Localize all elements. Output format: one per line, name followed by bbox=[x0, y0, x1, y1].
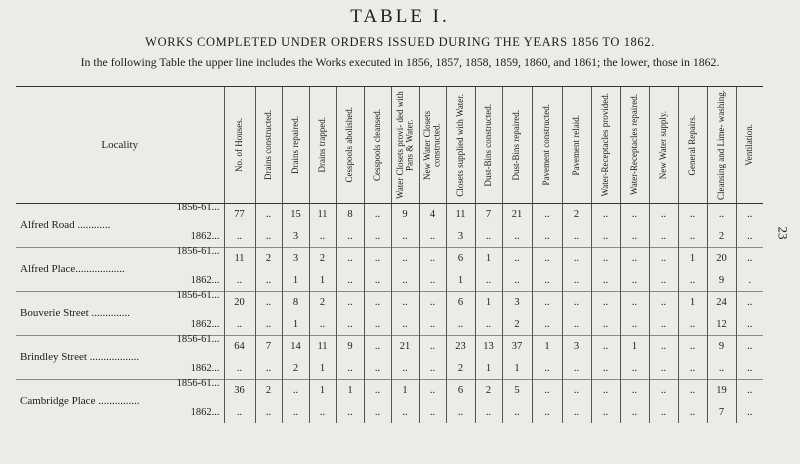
value-cell: .. bbox=[364, 402, 391, 424]
value-cell: .. bbox=[736, 226, 763, 248]
value-cell: 1 bbox=[502, 358, 532, 380]
value-cell: 3 bbox=[502, 292, 532, 314]
value-cell: 7 bbox=[255, 336, 282, 358]
period-label: 1862... bbox=[190, 230, 220, 242]
locality-name: Brindley Street .................. bbox=[20, 351, 140, 364]
value-cell: 1 bbox=[475, 358, 502, 380]
value-cell: .. bbox=[364, 336, 391, 358]
value-cell: .. bbox=[620, 204, 649, 226]
column-header: Closets supplied with Water. bbox=[446, 87, 475, 204]
value-cell: 11 bbox=[309, 204, 336, 226]
value-cell: .. bbox=[532, 248, 562, 270]
value-cell: .. bbox=[391, 292, 419, 314]
value-cell: .. bbox=[336, 358, 364, 380]
locality-cell bbox=[16, 334, 224, 364]
value-cell: .. bbox=[419, 336, 446, 358]
value-cell: 2 bbox=[255, 248, 282, 270]
column-header: Pavement constructed. bbox=[532, 87, 562, 204]
value-cell: 20 bbox=[707, 248, 736, 270]
value-cell: .. bbox=[591, 402, 620, 424]
locality-name: Bouverie Street .............. bbox=[20, 307, 130, 320]
value-cell: .. bbox=[364, 292, 391, 314]
locality-cell bbox=[16, 314, 224, 336]
value-cell: .. bbox=[649, 226, 678, 248]
value-cell: 2 bbox=[502, 314, 532, 336]
value-cell: .. bbox=[224, 314, 255, 336]
works-table bbox=[16, 86, 763, 423]
period-label: 1856-61... bbox=[176, 202, 220, 214]
value-cell: .. bbox=[620, 270, 649, 292]
locality-cell bbox=[16, 270, 224, 292]
value-cell: .. bbox=[562, 292, 591, 314]
value-cell: .. bbox=[649, 204, 678, 226]
value-cell: .. bbox=[336, 292, 364, 314]
value-cell: .. bbox=[419, 358, 446, 380]
header-row bbox=[16, 87, 763, 204]
value-cell: .. bbox=[391, 248, 419, 270]
value-cell: .. bbox=[446, 402, 475, 424]
table-intro-note: In the following Table the upper line includes the Works executed in 1856, 1857, 1858, 1859, 1860, and 1861; the lower, those in 1862. bbox=[80, 55, 720, 69]
value-cell: 3 bbox=[282, 226, 309, 248]
column-header: Cesspools cleansed. bbox=[364, 87, 391, 204]
value-cell: .. bbox=[475, 314, 502, 336]
value-cell: .. bbox=[591, 380, 620, 402]
value-cell: .. bbox=[255, 358, 282, 380]
column-header: Ventilation. bbox=[736, 87, 763, 204]
value-cell: .. bbox=[364, 204, 391, 226]
value-cell: 3 bbox=[446, 226, 475, 248]
value-cell: 8 bbox=[336, 204, 364, 226]
value-cell: .. bbox=[562, 402, 591, 424]
value-cell: 1 bbox=[620, 336, 649, 358]
value-cell: 19 bbox=[707, 380, 736, 402]
value-cell: 9 bbox=[707, 336, 736, 358]
value-cell: .. bbox=[475, 270, 502, 292]
value-cell: 6 bbox=[446, 292, 475, 314]
locality-cell bbox=[16, 378, 224, 408]
value-cell: .. bbox=[475, 402, 502, 424]
value-cell: .. bbox=[620, 292, 649, 314]
value-cell: .. bbox=[591, 204, 620, 226]
value-cell: 6 bbox=[446, 248, 475, 270]
column-header: Drains repaired. bbox=[282, 87, 309, 204]
value-cell: 2 bbox=[255, 380, 282, 402]
locality-cell bbox=[16, 246, 224, 276]
table-row bbox=[16, 402, 763, 424]
value-cell: 11 bbox=[224, 248, 255, 270]
value-cell: .. bbox=[620, 226, 649, 248]
value-cell: .. bbox=[309, 402, 336, 424]
value-cell: 1 bbox=[282, 314, 309, 336]
value-cell: .. bbox=[391, 358, 419, 380]
value-cell: 1 bbox=[309, 270, 336, 292]
value-cell: .. bbox=[255, 292, 282, 314]
value-cell: .. bbox=[364, 314, 391, 336]
value-cell: 1 bbox=[391, 380, 419, 402]
value-cell: 1 bbox=[446, 270, 475, 292]
column-header: Drains constructed. bbox=[255, 87, 282, 204]
value-cell: .. bbox=[336, 314, 364, 336]
value-cell: .. bbox=[255, 226, 282, 248]
value-cell: .. bbox=[532, 204, 562, 226]
column-header: Dust-Bins repaired. bbox=[502, 87, 532, 204]
value-cell: .. bbox=[649, 358, 678, 380]
column-header: Cesspools abolished. bbox=[336, 87, 364, 204]
value-cell: .. bbox=[562, 314, 591, 336]
period-label: 1862... bbox=[190, 406, 220, 418]
value-cell: 2 bbox=[282, 358, 309, 380]
value-cell: .. bbox=[419, 380, 446, 402]
value-cell: .. bbox=[620, 358, 649, 380]
value-cell: 11 bbox=[446, 204, 475, 226]
column-header: No. of Houses. bbox=[224, 87, 255, 204]
value-cell: .. bbox=[502, 248, 532, 270]
value-cell: 23 bbox=[446, 336, 475, 358]
table-row bbox=[16, 336, 763, 358]
value-cell: .. bbox=[678, 402, 707, 424]
value-cell: .. bbox=[336, 270, 364, 292]
value-cell: 1 bbox=[282, 270, 309, 292]
column-header: Dust-Bins constructed. bbox=[475, 87, 502, 204]
value-cell: 6 bbox=[446, 380, 475, 402]
period-label: 1862... bbox=[190, 362, 220, 374]
value-cell: .. bbox=[391, 226, 419, 248]
value-cell: .. bbox=[224, 226, 255, 248]
value-cell: .. bbox=[364, 270, 391, 292]
value-cell: 2 bbox=[446, 358, 475, 380]
period-label: 1856-61... bbox=[176, 334, 220, 346]
value-cell: . bbox=[736, 270, 763, 292]
column-header: New Water Closets constructed. bbox=[419, 87, 446, 204]
value-cell: .. bbox=[532, 226, 562, 248]
value-cell: .. bbox=[591, 270, 620, 292]
value-cell: .. bbox=[364, 226, 391, 248]
value-cell: .. bbox=[736, 292, 763, 314]
locality-cell bbox=[16, 358, 224, 380]
table-row bbox=[16, 248, 763, 270]
value-cell: .. bbox=[419, 314, 446, 336]
value-cell: .. bbox=[309, 314, 336, 336]
column-header: Water Closets provi- ded with Pans & Water. bbox=[391, 87, 419, 204]
value-cell: .. bbox=[282, 402, 309, 424]
value-cell: .. bbox=[562, 226, 591, 248]
value-cell: .. bbox=[419, 226, 446, 248]
value-cell: 20 bbox=[224, 292, 255, 314]
page-number: 23 bbox=[775, 226, 791, 240]
value-cell: 13 bbox=[475, 336, 502, 358]
column-header: General Repairs. bbox=[678, 87, 707, 204]
value-cell: .. bbox=[419, 402, 446, 424]
value-cell: 77 bbox=[224, 204, 255, 226]
value-cell: .. bbox=[419, 270, 446, 292]
value-cell: .. bbox=[591, 226, 620, 248]
value-cell: .. bbox=[736, 204, 763, 226]
value-cell: 7 bbox=[707, 402, 736, 424]
locality-cell bbox=[16, 202, 224, 232]
value-cell: .. bbox=[502, 226, 532, 248]
value-cell: 1 bbox=[678, 248, 707, 270]
value-cell: 21 bbox=[391, 336, 419, 358]
value-cell: .. bbox=[649, 314, 678, 336]
value-cell: .. bbox=[532, 292, 562, 314]
table-subtitle: WORKS COMPLETED UNDER ORDERS ISSUED DURING THE YEARS 1856 TO 1862. bbox=[145, 35, 655, 49]
table-row bbox=[16, 314, 763, 336]
table-title: TABLE I. bbox=[350, 6, 450, 27]
value-cell: .. bbox=[649, 292, 678, 314]
value-cell: .. bbox=[502, 402, 532, 424]
value-cell: .. bbox=[364, 248, 391, 270]
value-cell: 2 bbox=[475, 380, 502, 402]
value-cell: .. bbox=[532, 314, 562, 336]
locality-name: Alfred Road ............ bbox=[20, 219, 111, 232]
value-cell: 37 bbox=[502, 336, 532, 358]
value-cell: 1 bbox=[309, 380, 336, 402]
value-cell: 1 bbox=[475, 292, 502, 314]
value-cell: .. bbox=[532, 270, 562, 292]
value-cell: .. bbox=[336, 402, 364, 424]
value-cell: .. bbox=[255, 270, 282, 292]
value-cell: .. bbox=[736, 314, 763, 336]
value-cell: 14 bbox=[282, 336, 309, 358]
value-cell: .. bbox=[364, 380, 391, 402]
value-cell: .. bbox=[282, 380, 309, 402]
value-cell: .. bbox=[364, 358, 391, 380]
table-row bbox=[16, 292, 763, 314]
locality-cell bbox=[16, 290, 224, 320]
value-cell: .. bbox=[562, 248, 591, 270]
column-header: New Water supply. bbox=[649, 87, 678, 204]
locality-name: Cambridge Place ............... bbox=[20, 395, 140, 408]
value-cell: .. bbox=[309, 226, 336, 248]
value-cell: .. bbox=[649, 270, 678, 292]
value-cell: .. bbox=[678, 336, 707, 358]
value-cell: .. bbox=[255, 314, 282, 336]
value-cell: .. bbox=[736, 402, 763, 424]
value-cell: 2 bbox=[309, 292, 336, 314]
value-cell: .. bbox=[649, 402, 678, 424]
value-cell: .. bbox=[224, 358, 255, 380]
value-cell: 2 bbox=[707, 226, 736, 248]
value-cell: 15 bbox=[282, 204, 309, 226]
value-cell: .. bbox=[678, 226, 707, 248]
locality-header: Locality bbox=[16, 87, 224, 204]
value-cell: 12 bbox=[707, 314, 736, 336]
value-cell: .. bbox=[707, 204, 736, 226]
value-cell: 5 bbox=[502, 380, 532, 402]
value-cell: .. bbox=[255, 204, 282, 226]
value-cell: 9 bbox=[707, 270, 736, 292]
value-cell: 21 bbox=[502, 204, 532, 226]
value-cell: .. bbox=[502, 270, 532, 292]
value-cell: .. bbox=[391, 270, 419, 292]
value-cell: .. bbox=[224, 402, 255, 424]
value-cell: 9 bbox=[336, 336, 364, 358]
value-cell: 1 bbox=[475, 248, 502, 270]
value-cell: 64 bbox=[224, 336, 255, 358]
value-cell: .. bbox=[336, 248, 364, 270]
column-header: Water-Receptacles repaired. bbox=[620, 87, 649, 204]
table-row bbox=[16, 270, 763, 292]
value-cell: .. bbox=[562, 270, 591, 292]
value-cell: .. bbox=[562, 358, 591, 380]
value-cell: .. bbox=[532, 402, 562, 424]
value-cell: .. bbox=[736, 336, 763, 358]
table-row bbox=[16, 380, 763, 402]
value-cell: .. bbox=[532, 380, 562, 402]
value-cell: .. bbox=[678, 358, 707, 380]
value-cell: .. bbox=[591, 248, 620, 270]
value-cell: 36 bbox=[224, 380, 255, 402]
value-cell: 3 bbox=[562, 336, 591, 358]
value-cell: .. bbox=[736, 380, 763, 402]
locality-cell bbox=[16, 402, 224, 424]
value-cell: 24 bbox=[707, 292, 736, 314]
value-cell: .. bbox=[591, 292, 620, 314]
table-row bbox=[16, 358, 763, 380]
column-header: Cleansing and Lime- washing. bbox=[707, 87, 736, 204]
value-cell: .. bbox=[419, 248, 446, 270]
value-cell: .. bbox=[419, 292, 446, 314]
value-cell: .. bbox=[736, 358, 763, 380]
value-cell: .. bbox=[591, 358, 620, 380]
value-cell: .. bbox=[391, 402, 419, 424]
period-label: 1856-61... bbox=[176, 246, 220, 258]
value-cell: .. bbox=[336, 226, 364, 248]
value-cell: .. bbox=[736, 248, 763, 270]
value-cell: .. bbox=[649, 336, 678, 358]
value-cell: 1 bbox=[309, 358, 336, 380]
value-cell: .. bbox=[707, 358, 736, 380]
value-cell: .. bbox=[678, 314, 707, 336]
value-cell: .. bbox=[475, 226, 502, 248]
value-cell: .. bbox=[678, 380, 707, 402]
value-cell: .. bbox=[255, 402, 282, 424]
value-cell: .. bbox=[678, 204, 707, 226]
value-cell: .. bbox=[532, 358, 562, 380]
value-cell: .. bbox=[678, 270, 707, 292]
value-cell: 11 bbox=[309, 336, 336, 358]
locality-cell bbox=[16, 226, 224, 248]
value-cell: .. bbox=[649, 248, 678, 270]
table-row bbox=[16, 204, 763, 226]
value-cell: .. bbox=[620, 314, 649, 336]
value-cell: .. bbox=[562, 380, 591, 402]
period-label: 1856-61... bbox=[176, 378, 220, 390]
value-cell: .. bbox=[591, 336, 620, 358]
value-cell: .. bbox=[591, 314, 620, 336]
value-cell: 8 bbox=[282, 292, 309, 314]
value-cell: .. bbox=[620, 402, 649, 424]
value-cell: .. bbox=[391, 314, 419, 336]
value-cell: .. bbox=[224, 270, 255, 292]
value-cell: .. bbox=[649, 380, 678, 402]
column-header: Pavement relaid. bbox=[562, 87, 591, 204]
value-cell: 1 bbox=[336, 380, 364, 402]
value-cell: 9 bbox=[391, 204, 419, 226]
value-cell: 7 bbox=[475, 204, 502, 226]
value-cell: 3 bbox=[282, 248, 309, 270]
value-cell: 1 bbox=[532, 336, 562, 358]
value-cell: .. bbox=[620, 380, 649, 402]
period-label: 1862... bbox=[190, 274, 220, 286]
value-cell: 1 bbox=[678, 292, 707, 314]
value-cell: 4 bbox=[419, 204, 446, 226]
period-label: 1856-61... bbox=[176, 290, 220, 302]
period-label: 1862... bbox=[190, 318, 220, 330]
value-cell: 2 bbox=[562, 204, 591, 226]
value-cell: 2 bbox=[309, 248, 336, 270]
value-cell: .. bbox=[620, 248, 649, 270]
column-header: Drains trapped. bbox=[309, 87, 336, 204]
table-row bbox=[16, 226, 763, 248]
locality-name: Alfred Place.................. bbox=[20, 263, 125, 276]
value-cell: .. bbox=[446, 314, 475, 336]
column-header: Water-Receptacles provided. bbox=[591, 87, 620, 204]
